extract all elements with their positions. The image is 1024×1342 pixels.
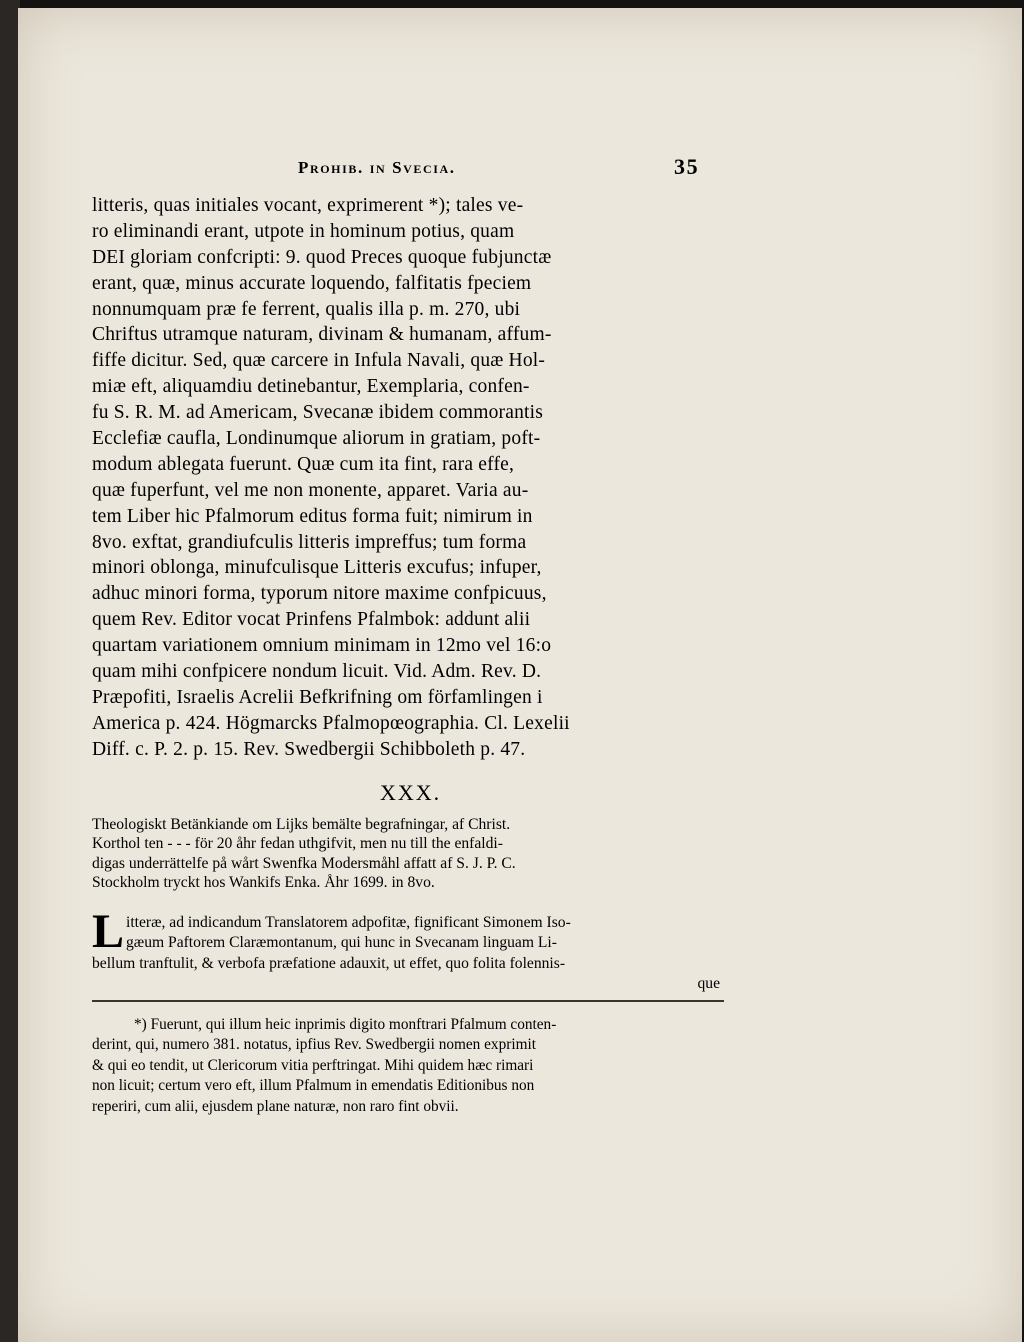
footnote-rule [92,1000,724,1002]
drop-capital: L [92,905,125,958]
commentary-text [92,913,732,995]
body-line: fu S. R. M. ad Americam, Svecanæ ibidem commorantis [92,402,544,424]
body-line: modum ablegata fuerunt. Quæ cum ita fint, rara effe, [92,453,515,475]
body-line: erant, quæ, minus accurate loquendo, falfitatis fpeciem [92,272,532,294]
running-head [206,150,726,180]
entry-line: Theologiskt Betänkiande om Lijks bemälte begrafningar, af Christ. [92,816,511,833]
page-edge [0,0,20,1342]
body-line: quartam variationem omnium minimam in 12mo vel 16:o [92,635,552,657]
page-number: 35 [674,154,700,179]
header-title: Prohib. in Svecia. [298,158,456,177]
body-line: quæ fuperfunt, vel me non monente, apparet. Varia au- [92,479,529,501]
body-line: DEI gloriam confcripti: 9. quod Preces quoque fubjunctæ [92,246,552,268]
body-line: tem Liber hic Pfalmorum editus forma fuit; nimirum in [92,505,533,527]
footnote-line: *) Fuerunt, qui illum heic inprimis digito monftrari Pfalmum conten- [134,1016,557,1033]
bibliographic-entry [92,815,732,893]
body-line: Diff. c. P. 2. p. 15. Rev. Swedbergii Schibboleth p. 47. [92,738,526,760]
footnote-line: & qui eo tendit, ut Clericorum vitia perftringat. Mihi quidem hæc rimari [92,1056,534,1074]
footnote [92,1015,732,1117]
commentary-line: gæum Paftorem Claræmontanum, qui hunc in Svecanam linguam Li- [126,934,557,952]
body-line: ro eliminandi erant, utpote in hominum potius, quam [92,220,515,242]
catchword: que [697,975,720,993]
body-line: litteris, quas initiales vocant, exprimerent *); tales ve- [92,195,524,216]
body-line: Chriftus utramque naturam, divinam & humanam, affum- [92,324,552,346]
body-line: minori oblonga, minufculisque Litteris excufus; infuper, [92,557,542,579]
body-line: adhuc minori forma, typorum nitore maxime confpicuus, [92,583,547,605]
body-line: quem Rev. Editor vocat Prinfens Pfalmbok: addunt alii [92,609,531,631]
body-line: America p. 424. Högmarcks Pfalmopœographia. Cl. Lexelii [92,712,570,734]
body-line: quam mihi confpicere nondum licuit. Vid. Adm. Rev. D. [92,661,542,683]
body-line: Ecclefiæ caufla, Londinumque aliorum in gratiam, poft- [92,428,541,450]
entry-line: Stockholm tryckt hos Wankifs Enka. Åhr 1699. in 8vo. [92,874,435,892]
commentary-line: bellum tranftulit, & verbofa præfatione adauxit, ut effet, quo folita folennis- [92,954,566,972]
entry-line: Korthol ten - - - för 20 åhr fedan uthgifvit, men nu till the enfaldi- [92,835,503,853]
body-line: Præpofiti, Israelis Acrelii Befkrifning om förfamlingen i [92,686,543,708]
footnote-line: reperiri, cum alii, ejusdem plane naturæ, non raro fint obvii. [92,1097,459,1115]
body-line: 8vo. exftat, grandiufculis litteris impreffus; tum forma [92,531,527,553]
commentary-line: itteræ, ad indicandum Translatorem adpofitæ, fignificant Simonem Iso- [126,914,571,931]
footnote-line: non licuit; certum vero eft, illum Pfalmum in emendatis Editionibus non [92,1077,535,1095]
body-text [92,193,732,763]
body-line: fiffe dicitur. Sed, quæ carcere in Infula Navali, quæ Hol- [92,350,546,372]
footnote-line: derint, qui, numero 381. notatus, ipfius Rev. Swedbergii nomen exprimit [92,1036,536,1054]
body-line: nonnumquam præ fe ferrent, qualis illa p. m. 270, ubi [92,298,521,320]
section-number: XXX. [380,780,442,805]
entry-line: digas underrättelfe på wårt Swenfka Modersmåhl affatt af S. J. P. C. [92,854,516,872]
body-line: miæ eft, aliquamdiu detinebantur, Exemplaria, confen- [92,376,530,398]
